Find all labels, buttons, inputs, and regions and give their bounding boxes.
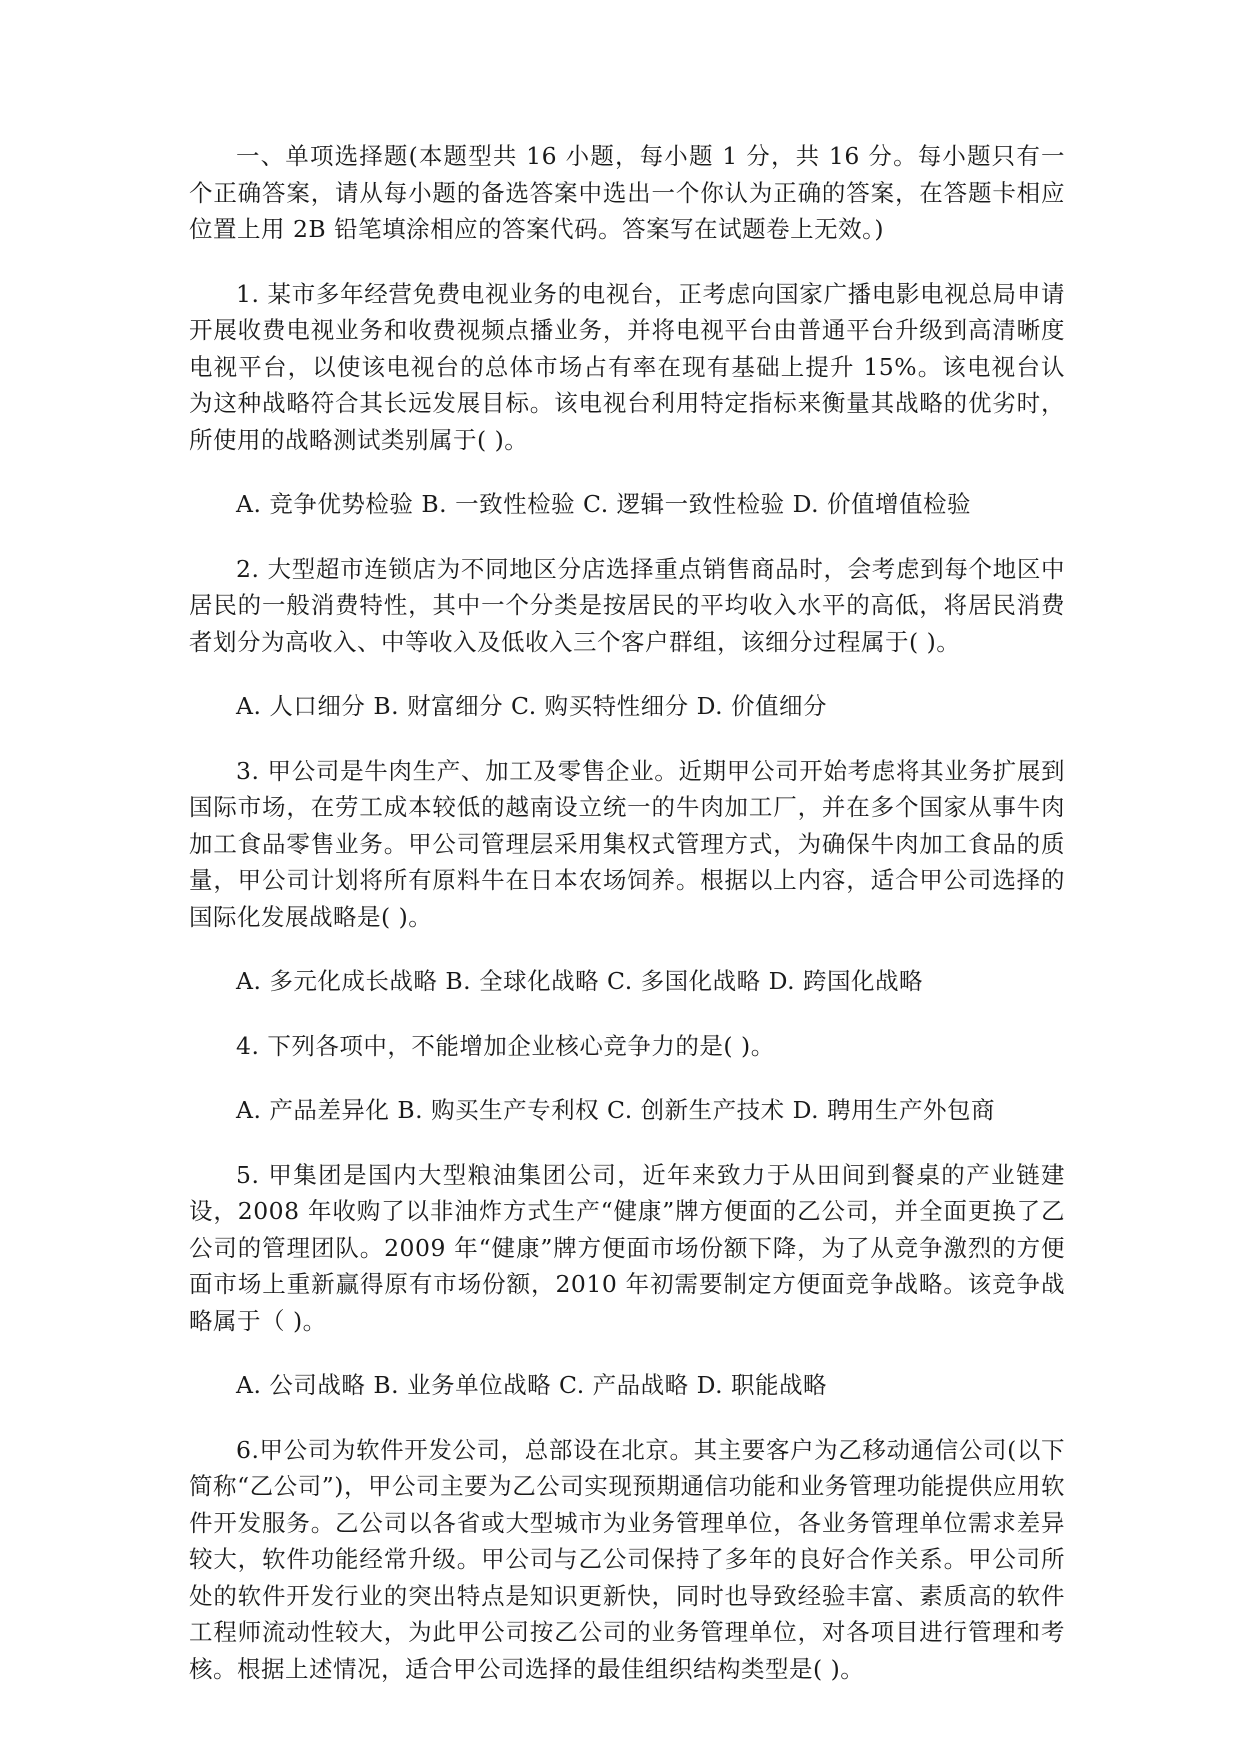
question-3-stem: 3. 甲公司是牛肉生产、加工及零售企业。近期甲公司开始考虑将其业务扩展到国际市场，在劳工成本较低的越南设立统一的牛肉加工厂，并在多个国家从事牛肉加工食品零售业务。甲公司管理层采用集权式管理方式，为确保牛肉加工食品的质量，甲公司计划将所有原料牛在日本农场饲养。根据以上内容，适合甲公司选择的国际化发展战略是( )。 [189,756,1065,931]
question-6-stem: 6.甲公司为软件开发公司，总部设在北京。其主要客户为乙移动通信公司(以下简称“乙公司”)，甲公司主要为乙公司实现预期通信功能和业务管理功能提供应用软件开发服务。乙公司以各省或大型城市为业务管理单位，各业务管理单位需求差异较大，软件功能经常升级。甲公司与乙公司保持了多年的良好合作关系。甲公司所处的软件开发行业的突出特点是知识更新快，同时也导致经验丰富、素质高的软件工程师流动性较大，为此甲公司按乙公司的业务管理单位，对各项目进行管理和考核。根据上述情况，适合甲公司选择的最佳组织结构类型是( )。 [189,1435,1065,1683]
question-2-options: A. 人口细分 B. 财富细分 C. 购买特性细分 D. 价值细分 [236,692,828,720]
question-4-options: A. 产品差异化 B. 购买生产专利权 C. 创新生产技术 D. 聘用生产外包商 [236,1096,996,1124]
question-1-stem: 1. 某市多年经营免费电视业务的电视台，正考虑向国家广播电影电视总局申请开展收费电视业务和收费视频点播业务，并将电视平台由普通平台升级到高清晰度电视平台，以使该电视台的总体市场占有率在现有基础上提升 15%。该电视台认为这种战略符合其长远发展目标。该电视台利用特定指标来衡量其战略的优劣时，所使用的战略测试类别属于( )。 [189,279,1065,454]
question-2-stem: 2. 大型超市连锁店为不同地区分店选择重点销售商品时，会考虑到每个地区中居民的一般消费特性，其中一个分类是按居民的平均收入水平的高低，将居民消费者划分为高收入、中等收入及低收入三个客户群组，该细分过程属于( )。 [189,554,1065,656]
exam-page [189,138,1065,1715]
question-1-options: A. 竞争优势检验 B. 一致性检验 C. 逻辑一致性检验 D. 价值增值检验 [236,490,972,518]
section-header: 一、单项选择题(本题型共 16 小题，每小题 1 分，共 16 分。每小题只有一个正确答案，请从每小题的备选答案中选出一个你认为正确的答案，在答题卡相应位置上用 2B 铅笔填涂相应的答案代码。答案写在试题卷上无效。) [189,142,1065,243]
question-5-options: A. 公司战略 B. 业务单位战略 C. 产品战略 D. 职能战略 [236,1371,828,1399]
question-5-stem: 5. 甲集团是国内大型粮油集团公司，近年来致力于从田间到餐桌的产业链建设，2008 年收购了以非油炸方式生产“健康”牌方便面的乙公司，并全面更换了乙公司的管理团队。2009 年“健康”牌方便面市场份额下降，为了从竞争激烈的方便面市场上重新赢得原有市场份额，2010 年初需要制定方便面竞争战略。该竞争战略属于（ )。 [189,1160,1065,1335]
question-4-stem: 4. 下列各项中，不能增加企业核心竞争力的是( )。 [236,1031,775,1060]
question-3-options: A. 多元化成长战略 B. 全球化战略 C. 多国化战略 D. 跨国化战略 [236,967,924,995]
